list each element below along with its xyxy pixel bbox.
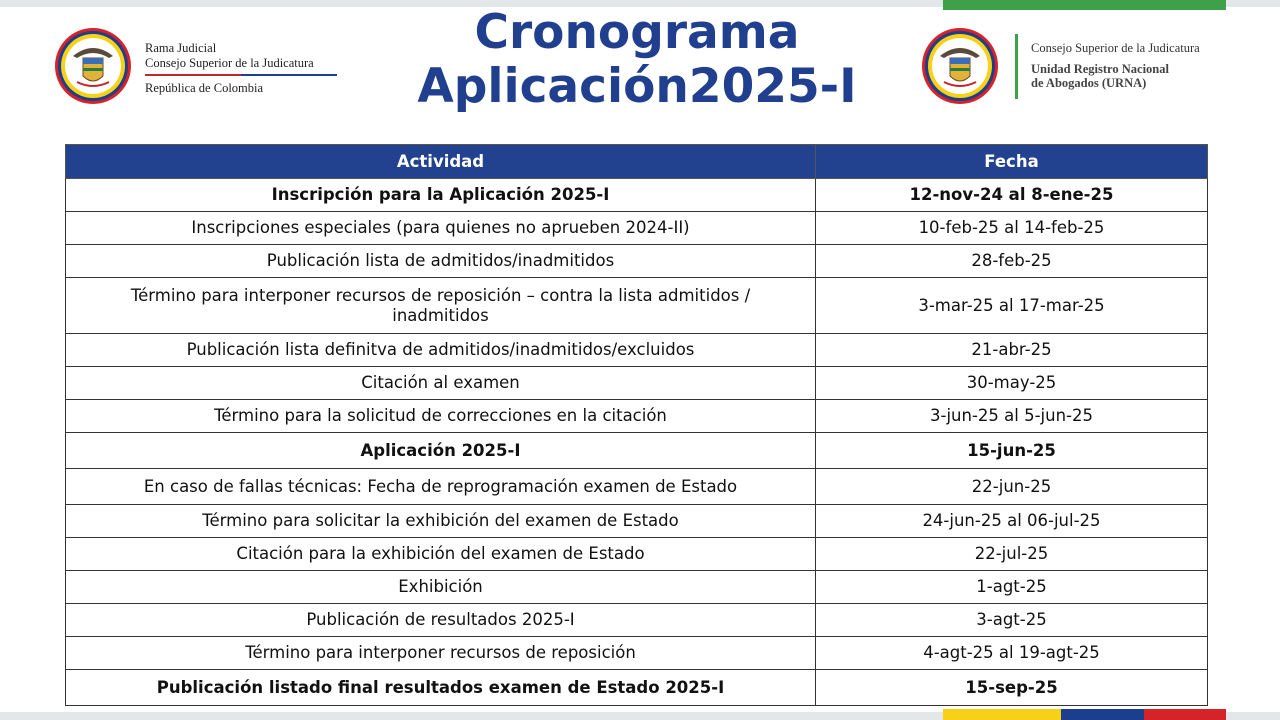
rama-judicial-label: Rama Judicial [145,41,217,55]
logo-right-text [1031,41,1200,90]
table-row [66,469,1208,505]
consejo-superior-label: Consejo Superior de la Judicatura [145,56,314,70]
table-row [66,571,1208,604]
urna-label-line-2: de Abogados (URNA) [1031,76,1147,90]
date-cell: 3-agt-25 [816,604,1208,637]
flag-stripe-red [1144,709,1226,720]
table-row [66,179,1208,212]
date-cell: 1-agt-25 [816,571,1208,604]
date-cell: 4-agt-25 al 19-agt-25 [816,637,1208,670]
activity-cell: Citación al examen [66,367,816,400]
date-cell: 10-feb-25 al 14-feb-25 [816,212,1208,245]
table-row [66,604,1208,637]
table-row [66,433,1208,469]
flag-stripe-yellow [943,709,1061,720]
column-header-activity: Actividad [66,145,816,179]
republica-label: República de Colombia [145,81,264,95]
date-cell: 22-jun-25 [816,469,1208,505]
date-cell: 15-jun-25 [816,433,1208,469]
top-green-bar [943,0,1226,10]
table-row [66,637,1208,670]
activity-cell: Inscripción para la Aplicación 2025-I [66,179,816,212]
activity-cell: Exhibición [66,571,816,604]
table-row [66,367,1208,400]
table-row [66,400,1208,433]
activity-cell: Término para interponer recursos de reposición [66,637,816,670]
table-row [66,278,1208,334]
activity-cell: Publicación de resultados 2025-I [66,604,816,637]
table-row [66,334,1208,367]
activity-cell: Publicación lista definitva de admitidos/inadmitidos/excluidos [66,334,816,367]
table-row [66,505,1208,538]
colombia-coat-of-arms-seal-right [920,26,1000,106]
colombia-coat-of-arms-seal-left [53,26,133,106]
activity-cell: Término para solicitar la exhibición del examen de Estado [66,505,816,538]
table-row [66,538,1208,571]
activity-cell: Citación para la exhibición del examen de Estado [66,538,816,571]
logo-right-divider [1015,34,1018,99]
activity-cell: Inscripciones especiales (para quienes no aprueben 2024-II) [66,212,816,245]
date-cell: 21-abr-25 [816,334,1208,367]
title-line-1: Cronograma [474,5,800,60]
urna-label-line-1: Unidad Registro Nacional [1031,62,1169,76]
logo-divider-rule [145,74,337,76]
logo-left-text [145,41,337,96]
flag-stripe-blue [1061,709,1144,720]
activity-cell: En caso de fallas técnicas: Fecha de reprogramación examen de Estado [66,469,816,505]
date-cell: 3-mar-25 al 17-mar-25 [816,278,1208,334]
schedule-table [65,144,1208,706]
date-cell: 22-jul-25 [816,538,1208,571]
table-header-row [66,145,1208,179]
date-cell: 12-nov-24 al 8-ene-25 [816,179,1208,212]
activity-cell: Término para interponer recursos de reposición – contra la lista admitidos / inadmitidos [66,278,816,334]
date-cell: 28-feb-25 [816,245,1208,278]
activity-cell: Publicación listado final resultados examen de Estado 2025-I [66,670,816,706]
date-cell: 3-jun-25 al 5-jun-25 [816,400,1208,433]
activity-cell: Aplicación 2025-I [66,433,816,469]
column-header-date: Fecha [816,145,1208,179]
activity-cell: Publicación lista de admitidos/inadmitidos [66,245,816,278]
activity-cell: Término para la solicitud de correcciones en la citación [66,400,816,433]
table-row [66,670,1208,706]
date-cell: 24-jun-25 al 06-jul-25 [816,505,1208,538]
table-row [66,245,1208,278]
date-cell: 30-may-25 [816,367,1208,400]
consejo-superior-right-label: Consejo Superior de la Judicatura [1031,41,1200,55]
table-row [66,212,1208,245]
date-cell: 15-sep-25 [816,670,1208,706]
page-title [410,6,864,114]
title-line-2: Aplicación2025-I [417,59,857,114]
